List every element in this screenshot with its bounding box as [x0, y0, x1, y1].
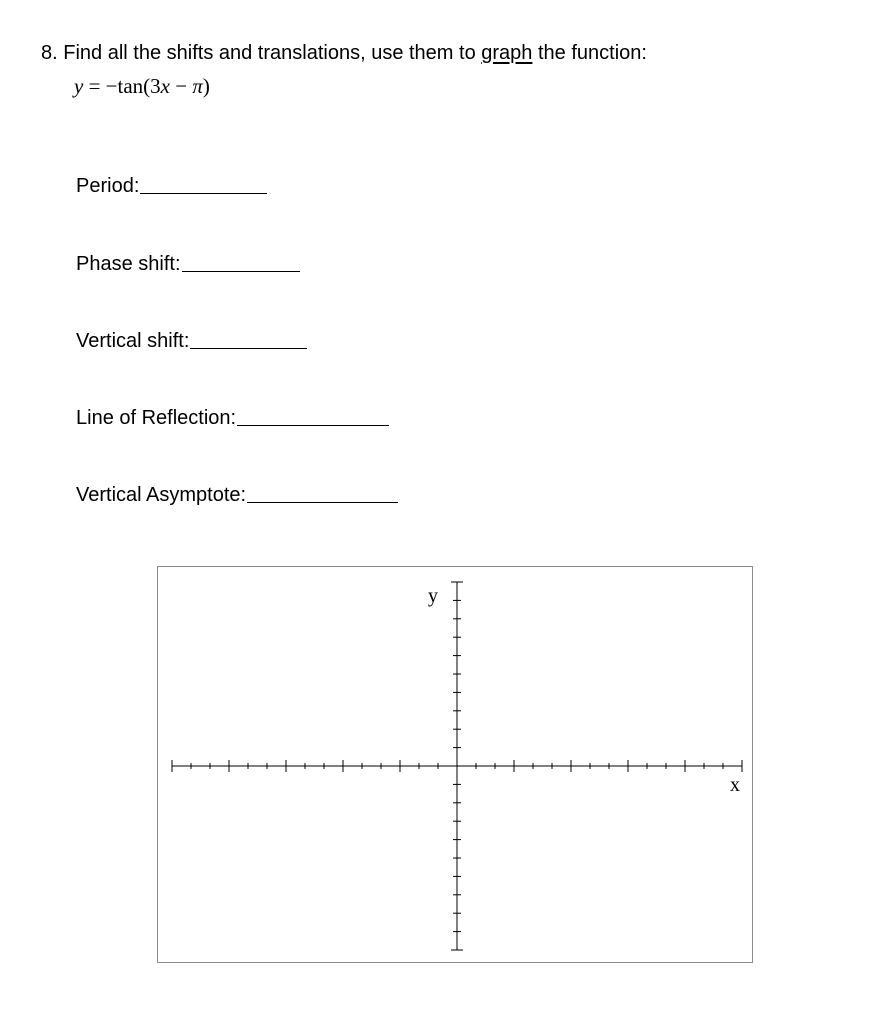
vertical-shift-label: Vertical shift: — [76, 330, 190, 352]
equation-lhs: y — [74, 74, 84, 98]
question-underlined-word: graph — [481, 42, 533, 64]
equation-rhs-pi: π — [192, 74, 203, 98]
line-of-reflection-answer-blank[interactable] — [237, 424, 389, 426]
equation-rhs-close: ) — [202, 74, 210, 98]
vertical-asymptote-field — [76, 481, 398, 509]
period-answer-blank[interactable] — [140, 192, 267, 194]
y-axis-label: y — [428, 585, 438, 607]
period-field — [76, 172, 267, 200]
vertical-shift-answer-blank[interactable] — [190, 347, 307, 349]
question-text-before: Find all the shifts and translations, use them to — [63, 42, 476, 64]
question-prompt — [41, 39, 647, 67]
coordinate-axes — [158, 567, 754, 964]
phase-shift-field — [76, 250, 300, 278]
equation-rhs-prefix: = −tan(3 — [88, 74, 161, 98]
phase-shift-label: Phase shift: — [76, 253, 181, 275]
period-label: Period: — [76, 175, 140, 197]
line-of-reflection-label: Line of Reflection: — [76, 407, 237, 429]
vertical-asymptote-answer-blank[interactable] — [247, 501, 398, 503]
equation-rhs-var: x — [160, 74, 170, 98]
line-of-reflection-field — [76, 404, 389, 432]
function-equation — [74, 72, 210, 100]
vertical-shift-field — [76, 327, 307, 355]
question-text-after: the function: — [537, 42, 647, 64]
equation-rhs-minus: − — [170, 74, 193, 98]
vertical-asymptote-label: Vertical Asymptote: — [76, 484, 247, 506]
phase-shift-answer-blank[interactable] — [182, 270, 300, 272]
question-number: 8. — [41, 42, 58, 64]
graph-area[interactable] — [157, 566, 753, 963]
x-axis-label: x — [730, 774, 740, 796]
